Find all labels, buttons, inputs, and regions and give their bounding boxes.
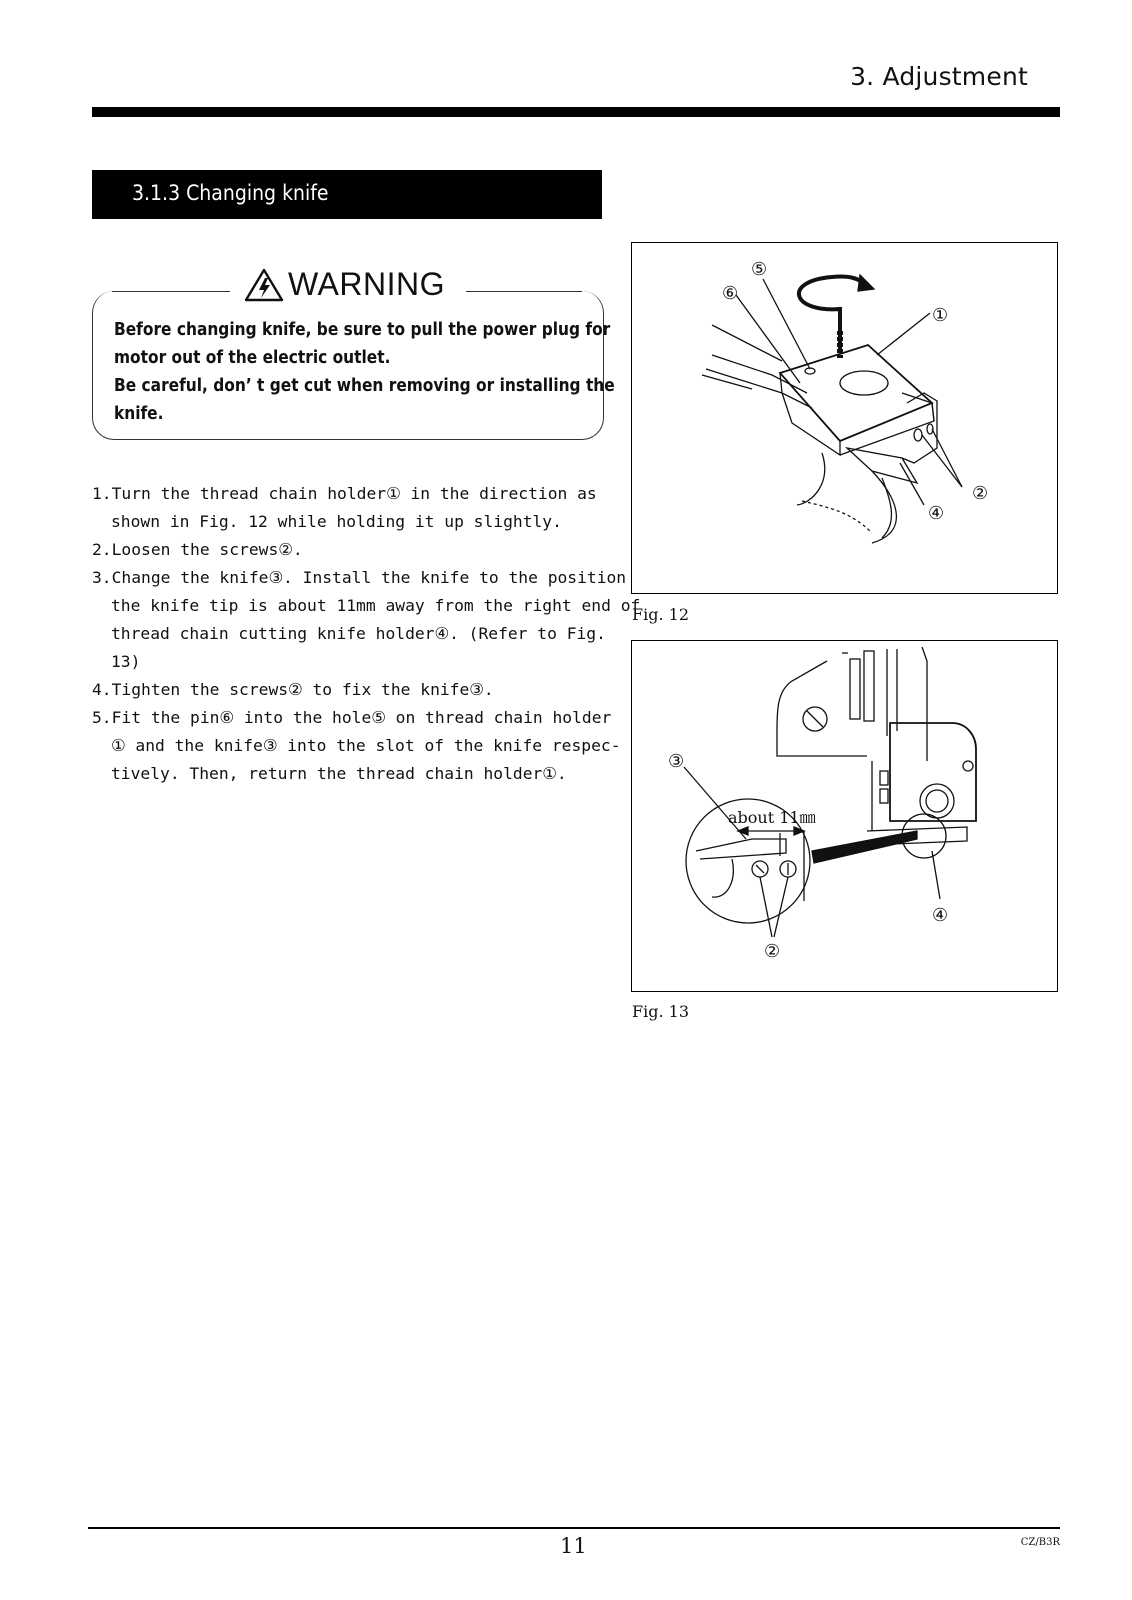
warning-heading-text: WARNING (288, 266, 445, 302)
document-code: CZ/B3R (1020, 1537, 1060, 1548)
callout-1: ① (932, 305, 949, 326)
warning-line: Before changing knife, be sure to pull the power plug for (114, 320, 611, 340)
dimension-label: about 11㎜ (728, 808, 816, 827)
callout-2: ② (972, 483, 989, 504)
section-heading-bar (92, 170, 602, 219)
callout-2: ② (764, 941, 781, 962)
step-5-line: 5.Fit the pin⑥ into the hole⑤ on thread chain holder (92, 708, 612, 727)
callout-5: ⑤ (751, 259, 768, 280)
footer-rule (88, 1527, 1060, 1529)
section-title: 3.1.3 Changing knife (132, 181, 329, 205)
step-2-line: 2.Loosen the screws②. (92, 540, 303, 559)
warning-line: Be careful, don’ t get cut when removing or installing the (114, 376, 615, 396)
warning-line: motor out of the electric outlet. (114, 348, 391, 368)
warning-top-rule-left (112, 291, 230, 292)
figure-12-caption: Fig. 12 (632, 605, 689, 624)
step-3-line: the knife tip is about 11mm away from the right end of (111, 596, 641, 615)
step-3-line: 13) (111, 652, 141, 671)
step-3-line: 3.Change the knife③. Install the knife to the position (92, 568, 627, 587)
step-4-line: 4.Tighten the screws② to fix the knife③. (92, 680, 494, 699)
step-1-line: shown in Fig. 12 while holding it up slightly. (111, 512, 562, 531)
step-3-line: thread chain cutting knife holder④. (Refer to Fig. (111, 624, 606, 643)
figure-12-illustration (632, 243, 1057, 593)
step-1-line: 1.Turn the thread chain holder① in the direction as (92, 484, 597, 503)
warning-line: knife. (114, 404, 164, 424)
chapter-title: 3. Adjustment (850, 62, 1028, 91)
warning-top-rule-right (466, 291, 582, 292)
figure-13-caption: Fig. 13 (632, 1002, 689, 1021)
figure-13-illustration (632, 641, 1057, 991)
warning-heading (244, 266, 445, 303)
callout-4: ④ (932, 905, 949, 926)
step-5-line: ① and the knife③ into the slot of the knife respec- (111, 736, 621, 755)
figure-12-frame (631, 242, 1058, 594)
hazard-triangle-icon (244, 268, 284, 302)
header-rule (92, 107, 1060, 117)
callout-6: ⑥ (722, 283, 739, 304)
callout-3: ③ (668, 751, 685, 772)
page-number: 11 (560, 1534, 587, 1558)
callout-4: ④ (928, 503, 945, 524)
step-5-line: tively. Then, return the thread chain holder①. (111, 764, 567, 783)
figure-13-frame (631, 640, 1058, 992)
